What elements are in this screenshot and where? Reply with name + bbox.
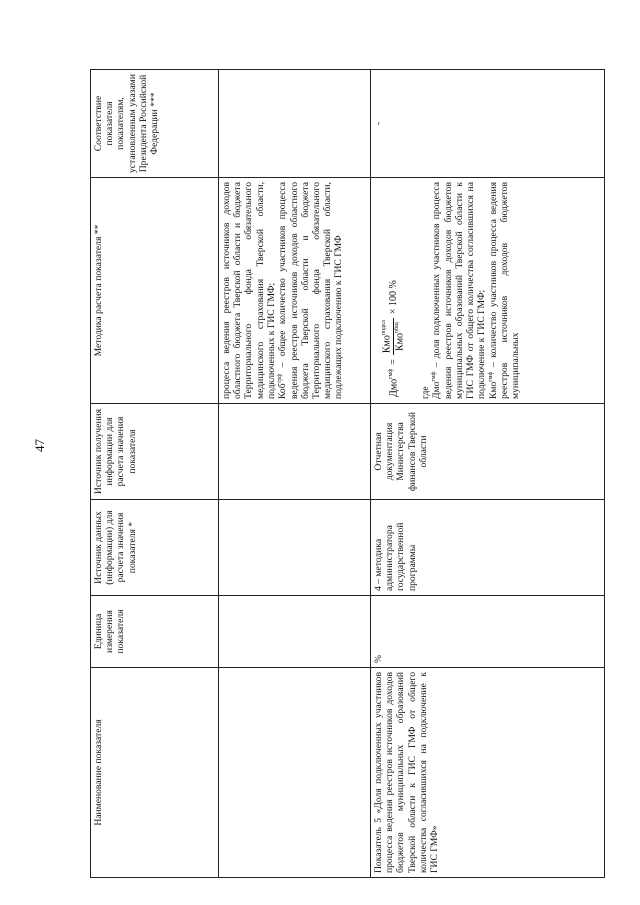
- row1-source-obtain: [219, 404, 371, 500]
- header-source: Источник данных (информации) для расчета значения показателя *: [91, 500, 219, 596]
- kmo-definition: – количество участников процесса ведения реестров источников доходов бюджетов муниципальных: [487, 182, 522, 399]
- row2-unit: %: [371, 596, 605, 668]
- row2-match: -: [371, 70, 605, 178]
- indicators-table: [90, 69, 605, 878]
- row2-method: [371, 178, 605, 404]
- rotated-table-wrapper: [90, 70, 605, 878]
- table-row: [219, 70, 371, 878]
- header-unit: Единица измерения показателя: [91, 596, 219, 668]
- header-row: [91, 70, 219, 878]
- row1-source: [219, 500, 371, 596]
- formula: Дмо$^{гмф}$ = Кмо$^{подкл}$ Кмо$^{общ}$ × 100 %: [381, 280, 406, 397]
- row1-name: [219, 668, 371, 878]
- table-row: [371, 70, 605, 878]
- row2-source-obtain: Отчетная документация Министерства финансов Тверской области: [371, 404, 605, 500]
- dmo-definition: – доля подключенных участников процесса ведения реестров источников доходов бюджетов муниципальных образований Тверской области к ГИС ГМФ от общего количества согласившихся на подключение к ГИС ГМФ;: [431, 182, 488, 399]
- formula-denominator: Кмо$^{общ}$: [394, 322, 406, 351]
- row1-method: [219, 178, 371, 404]
- where-label: где: [420, 386, 432, 399]
- formula-multiplier: × 100 %: [387, 280, 399, 315]
- row2-source: 4 – методика администратора государственной программы: [371, 500, 605, 596]
- row1-method-text: процесса ведения реестров источников доходов областного бюджета Тверской области и бюджета Территориального фонда обязательного медицинского страхования Тверской области, подключенных к ГИС ГМФ;: [221, 182, 277, 399]
- row1-match: [219, 70, 371, 178]
- formula-lhs: Дмо$^{гмф}$: [387, 368, 399, 397]
- kmo-symbol: Кмо$^{гмф}$: [487, 371, 499, 399]
- header-source-obtain: Источник получения информации для расчета значения показателя: [91, 404, 219, 500]
- header-match: Соответствие показателя показателям, установленным указами Президента Российской Федерации ***: [91, 70, 219, 178]
- kob-definition: – общее количество участников процесса ведения реестров источников доходов областного бюджета Тверской области и бюджета Территориального фонда обязательного медицинского страхования Тверской области, подлежащих подключению к ГИС ГМФ: [277, 182, 345, 399]
- formula-numerator: Кмо$^{подкл}$: [381, 320, 393, 354]
- row2-name: Показатель 5 «Доля подключенных участников процесса ведения реестров источников доходов бюджетов муниципальных образований Тверской области к ГИС ГМФ от общего количества согласившихся на подключение к ГИС ГМФ»: [371, 668, 605, 878]
- page-number: 47: [32, 439, 47, 452]
- header-method: Методика расчета показателя **: [91, 178, 219, 404]
- header-name: Наименование показателя: [91, 668, 219, 878]
- row1-unit: [219, 596, 371, 668]
- kob-symbol: Коб$^{трф}$: [277, 373, 289, 399]
- dmo-symbol: Дмо$^{гмф}$: [431, 371, 443, 399]
- formula-fraction: [381, 318, 406, 355]
